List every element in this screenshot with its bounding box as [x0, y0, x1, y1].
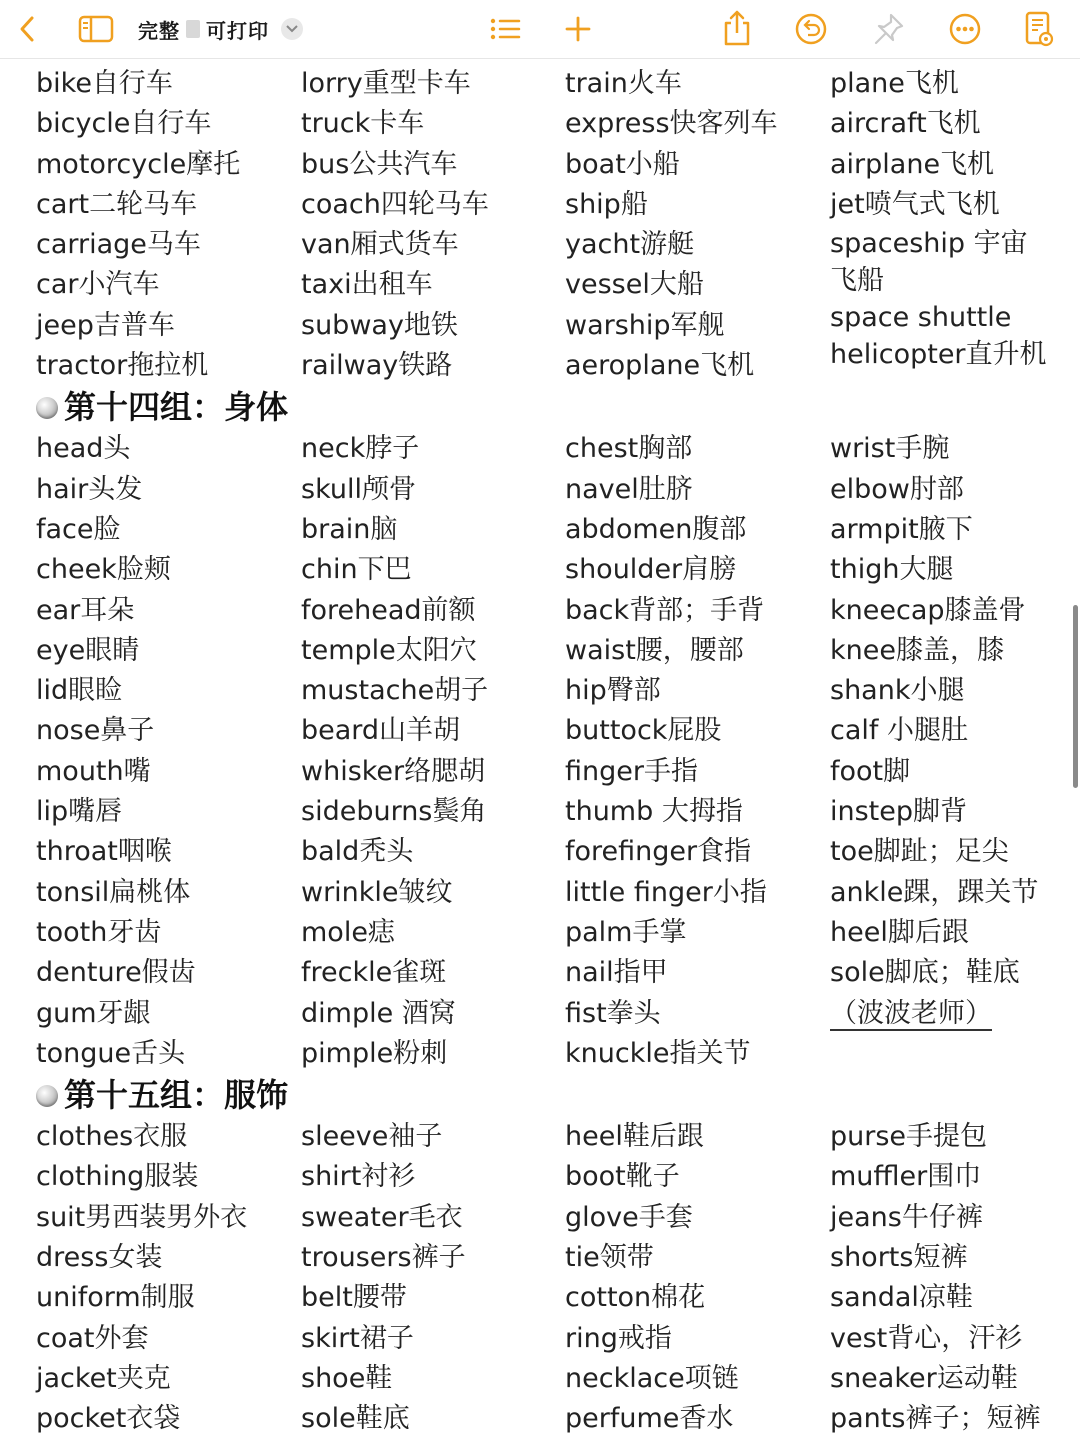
list-item: sneaker运动鞋	[830, 1362, 1018, 1394]
vocab-column-1	[36, 64, 301, 386]
vocab-column-4	[830, 429, 1080, 1074]
vocab-column-3	[565, 1117, 830, 1439]
list-item: tooth牙齿	[36, 916, 162, 948]
more-icon[interactable]	[946, 10, 984, 48]
list-item: shoulder肩膀	[565, 554, 737, 586]
list-item: beard山羊胡	[301, 715, 461, 747]
list-item: throat咽喉	[36, 836, 172, 868]
vocab-grid-clothing	[0, 1117, 1080, 1439]
author-note	[830, 994, 1080, 1034]
section-heading-text: 第十四组：身体	[64, 388, 289, 427]
list-item: vessel大船	[565, 269, 704, 301]
list-item: forefinger食指	[565, 836, 752, 868]
list-item: purse手提包	[830, 1121, 988, 1153]
list-item: temple太阳穴	[301, 634, 477, 666]
document-title[interactable]	[138, 12, 303, 46]
vocab-column-4	[830, 64, 1080, 386]
list-item: head头	[36, 433, 131, 465]
list-item: plane飞机	[830, 68, 959, 99]
list-item: van厢式货车	[301, 229, 459, 261]
list-item: mustache胡子	[301, 675, 489, 707]
list-item: airplane飞机	[830, 148, 995, 180]
add-icon[interactable]	[560, 12, 596, 46]
title-suffix: 可打印	[206, 18, 269, 43]
list-item: mole痣	[301, 916, 395, 948]
list-item: sandal凉鞋	[830, 1282, 973, 1314]
list-item: navel肚脐	[565, 473, 693, 505]
list-item: wrist手腕	[830, 433, 950, 465]
vertical-scrollbar[interactable]	[1073, 605, 1078, 788]
list-item: shoe鞋	[301, 1362, 393, 1394]
list-item: coach四轮马车	[301, 188, 489, 220]
list-item: freckle雀斑	[301, 957, 447, 989]
list-item: necklace项链	[565, 1362, 739, 1394]
bullet-icon	[36, 397, 58, 419]
list-item: helicopter直升机	[830, 339, 1047, 371]
vocab-column-1	[36, 429, 301, 1074]
list-item: gum牙龈	[36, 997, 151, 1029]
list-item: subway地铁	[301, 309, 458, 341]
list-item: warship军舰	[565, 309, 725, 341]
list-item: perfume香水	[565, 1403, 734, 1435]
list-item: pimple粉刺	[301, 1037, 448, 1069]
share-icon[interactable]	[718, 8, 756, 48]
list-item: buttock屁股	[565, 715, 722, 747]
section-heading-body	[0, 386, 1080, 429]
pin-icon[interactable]	[870, 10, 908, 48]
list-item: dimple 酒窝	[301, 997, 456, 1029]
top-toolbar	[0, 0, 1080, 59]
list-item: trousers裤子	[301, 1242, 466, 1274]
list-item: glove手套	[565, 1201, 693, 1233]
list-item: yacht游艇	[565, 229, 695, 261]
list-item: train火车	[565, 68, 682, 99]
sidebar-icon[interactable]	[76, 12, 116, 46]
list-item: heel脚后跟	[830, 916, 969, 948]
list-item: pants裤子；短裤	[830, 1403, 1041, 1435]
list-item: knee膝盖，膝	[830, 634, 1004, 666]
back-chevron-icon[interactable]	[10, 12, 44, 46]
section-heading-clothing	[0, 1074, 1080, 1117]
list-item: bicycle自行车	[36, 108, 212, 140]
undo-icon[interactable]	[792, 10, 830, 48]
list-item: denture假齿	[36, 957, 196, 989]
list-item: express快客列车	[565, 108, 778, 140]
list-item: face脸	[36, 513, 121, 545]
vocab-column-1	[36, 1117, 301, 1439]
list-item: eye眼睛	[36, 634, 140, 666]
list-item: jet喷气式飞机	[830, 188, 1000, 220]
list-item: motorcycle摩托	[36, 148, 241, 180]
document-body	[0, 64, 1080, 1440]
list-item: fist拳头	[565, 997, 661, 1029]
list-item: palm手掌	[565, 916, 687, 948]
list-item: aircraft飞机	[830, 108, 981, 140]
list-item: lorry重型卡车	[301, 68, 471, 99]
list-item: little finger小指	[565, 876, 767, 908]
list-item: sole脚底；鞋底	[830, 957, 1020, 989]
list-item: bus公共汽车	[301, 148, 458, 180]
list-item: ring戒指	[565, 1322, 672, 1354]
list-item: chin下巴	[301, 554, 412, 586]
list-item: shirt衬衫	[301, 1161, 416, 1193]
list-item: boat小船	[565, 148, 680, 180]
list-item: jeep吉普车	[36, 309, 175, 341]
vocab-column-3	[565, 429, 830, 1074]
title-text: 完整	[138, 18, 180, 43]
list-item: boot靴子	[565, 1161, 680, 1193]
list-item: coat外套	[36, 1322, 149, 1354]
list-item: knuckle指关节	[565, 1037, 751, 1069]
document-settings-icon[interactable]	[1020, 8, 1058, 50]
list-item: calf 小腿肚	[830, 715, 968, 747]
list-item: neck脖子	[301, 433, 420, 465]
list-item: brain脑	[301, 513, 398, 545]
list-item: sole鞋底	[301, 1403, 410, 1435]
vocab-column-2	[301, 429, 565, 1074]
bullet-icon	[36, 1085, 58, 1107]
list-item: clothes衣服	[36, 1121, 188, 1153]
list-item: elbow肘部	[830, 473, 964, 505]
vocab-grid-vehicles	[0, 64, 1080, 386]
list-item: tractor拖拉机	[36, 350, 209, 382]
list-item: lid眼睑	[36, 675, 123, 707]
list-item: jacket夹克	[36, 1362, 171, 1394]
list-item: aeroplane飞机	[565, 350, 755, 382]
list-item: toe脚趾；足尖	[830, 836, 1009, 868]
list-item: tongue舌头	[36, 1037, 186, 1069]
list-item: skirt裙子	[301, 1322, 414, 1354]
vocab-column-2	[301, 1117, 565, 1439]
list-item: pocket衣袋	[36, 1403, 181, 1435]
list-item: uniform制服	[36, 1282, 195, 1314]
list-item: spaceship 宇宙飞船	[830, 228, 1028, 297]
list-item: car小汽车	[36, 269, 160, 301]
list-item: finger手指	[565, 755, 698, 787]
list-item: chest胸部	[565, 433, 693, 465]
list-item: taxi出租车	[301, 269, 433, 301]
list-item: tonsil扁桃体	[36, 876, 191, 908]
list-item: hair头发	[36, 473, 143, 505]
list-item: cheek脸颊	[36, 554, 171, 586]
author-note-text: （波波老师）	[830, 997, 992, 1029]
list-item: skull颅骨	[301, 473, 416, 505]
list-item: nose鼻子	[36, 715, 155, 747]
list-item: tie领带	[565, 1242, 654, 1274]
list-item: mouth嘴	[36, 755, 151, 787]
list-item: thumb 大拇指	[565, 796, 743, 828]
list-item: instep脚背	[830, 796, 968, 828]
list-item: waist腰，腰部	[565, 634, 744, 666]
list-item: sideburns鬓角	[301, 796, 487, 828]
list-item: cotton棉花	[565, 1282, 706, 1314]
list-icon[interactable]	[486, 12, 524, 46]
list-item: heel鞋后跟	[565, 1121, 704, 1153]
list-item: muffler围巾	[830, 1161, 982, 1193]
list-item: ankle踝，踝关节	[830, 876, 1039, 908]
list-item: whisker络腮胡	[301, 755, 486, 787]
list-item: kneecap膝盖骨	[830, 594, 1026, 626]
vocab-column-3	[565, 64, 830, 386]
list-item: ear耳朵	[36, 594, 135, 626]
list-item: abdomen腹部	[565, 513, 747, 545]
list-item: thigh大腿	[830, 554, 954, 586]
list-item: lip嘴唇	[36, 796, 123, 828]
vocab-column-4	[830, 1117, 1080, 1439]
list-item: clothing服装	[36, 1161, 199, 1193]
list-item: shank小腿	[830, 675, 965, 707]
list-item: bike自行车	[36, 68, 173, 99]
list-item: bald秃头	[301, 836, 414, 868]
list-item: jeans牛仔裤	[830, 1201, 983, 1233]
list-item: suit男西装男外衣	[36, 1201, 248, 1233]
list-item: armpit腋下	[830, 513, 973, 545]
list-item: sweater毛衣	[301, 1201, 463, 1233]
list-item: nail指甲	[565, 957, 668, 989]
list-item: back背部；手背	[565, 594, 765, 626]
list-item: ship船	[565, 188, 648, 220]
list-item: belt腰带	[301, 1282, 407, 1314]
vocab-grid-body	[0, 429, 1080, 1074]
list-item: carriage马车	[36, 229, 201, 261]
list-item: cart二轮马车	[36, 188, 198, 220]
list-item: wrinkle皱纹	[301, 876, 453, 908]
vocab-column-2	[301, 64, 565, 386]
list-item: railway铁路	[301, 350, 453, 382]
list-item: dress女装	[36, 1242, 163, 1274]
document-icon	[186, 20, 200, 38]
section-heading-text: 第十五组：服饰	[64, 1076, 289, 1115]
list-item: foot脚	[830, 755, 911, 787]
chevron-down-icon[interactable]	[281, 18, 303, 40]
list-item: space shuttle	[830, 302, 1012, 334]
list-item: hip臀部	[565, 675, 661, 707]
list-item: vest背心，汗衫	[830, 1322, 1023, 1354]
list-item: truck卡车	[301, 108, 425, 140]
list-item: forehead前额	[301, 594, 476, 626]
list-item: sleeve袖子	[301, 1121, 443, 1153]
list-item: shorts短裤	[830, 1242, 968, 1274]
